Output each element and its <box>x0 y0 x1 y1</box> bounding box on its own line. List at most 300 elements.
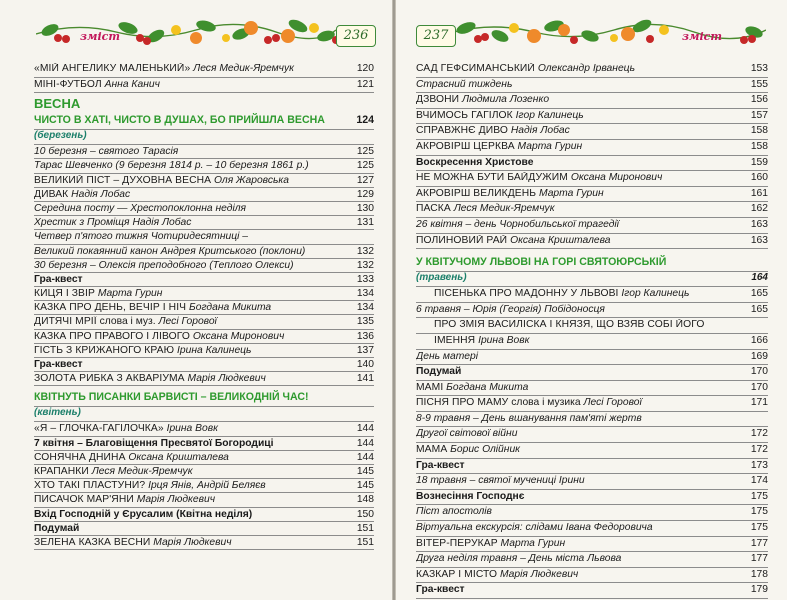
part-heading-text: КВІТНУТЬ ПИСАНКИ БАРВИСТІ – ВЕЛИКОДНІЙ ЧАС! <box>34 391 309 404</box>
entry-title: ЗОЛОТА РИБКА З АКВАРІУМА <box>34 373 185 385</box>
entry-text <box>34 274 355 286</box>
entry-title: ПІСЕНЬКА ПРО МАДОННУ У ЛЬВОВІ <box>434 288 619 300</box>
entry-text <box>416 94 749 106</box>
entry-text <box>416 397 749 409</box>
page-ref: 172 <box>750 444 768 456</box>
entry-text <box>34 189 355 201</box>
entry-author: Леся Медик-Яремчук <box>193 63 294 74</box>
toc-entry[interactable] <box>416 537 768 553</box>
page-ref: 170 <box>750 366 768 378</box>
entry-author: Марта Гурин <box>500 537 566 549</box>
entry-title: ДИВАК <box>34 188 69 200</box>
toc-entry[interactable] <box>416 93 768 109</box>
entry-author: Лесі Горової <box>583 397 642 409</box>
page-ref: 159 <box>750 156 768 168</box>
entry-title: ПАСКА <box>416 203 451 215</box>
toc-entry[interactable] <box>34 230 374 244</box>
entry-author: Олександр Ірванець <box>537 63 635 74</box>
page-ref: 151 <box>356 522 374 534</box>
entry-author: Богдана Микита <box>189 302 272 314</box>
page-ref: 161 <box>750 187 768 199</box>
toc-entry[interactable] <box>34 202 374 216</box>
toc-entry[interactable] <box>416 505 768 521</box>
entry-title: 10 березня – святого Тарасія <box>34 146 179 158</box>
page-ref: 178 <box>750 568 768 580</box>
toc-entry[interactable] <box>416 381 768 397</box>
entry-title: Великий покаянний канон Андрея Критського (поклони) <box>34 245 306 257</box>
entry-author: Ірина Вовк <box>166 423 218 435</box>
page-ref: 137 <box>356 344 374 356</box>
entry-title: ВЧИМОСЬ ГАГІЛОК <box>416 109 513 121</box>
entry-title: 6 травня – Юрія (Георгія) Побідоносця <box>416 303 605 315</box>
toc-entry[interactable] <box>416 78 768 94</box>
entry-text <box>34 217 355 229</box>
entry-author: Ігор Калинець <box>515 109 584 121</box>
toc-entry[interactable] <box>34 344 374 358</box>
month-label <box>34 130 374 145</box>
entry-title: ПОЛИНОВИЙ РАЙ <box>416 234 508 246</box>
toc-entry[interactable] <box>34 493 374 507</box>
entry-text <box>34 373 355 385</box>
page-ref: 134 <box>356 302 374 314</box>
toc-entry[interactable] <box>34 245 374 259</box>
entry-text <box>34 160 355 172</box>
entry-author: Оля Жаровська <box>214 174 289 186</box>
page-ref: 120 <box>356 63 374 74</box>
toc-entry[interactable] <box>416 427 768 443</box>
toc-entry[interactable] <box>34 188 374 202</box>
page-ref: 172 <box>750 428 768 440</box>
entry-author: Ігор Калинець <box>621 288 690 300</box>
toc-entry[interactable] <box>416 62 768 78</box>
toc-entry[interactable] <box>416 218 768 234</box>
entry-text <box>34 146 355 158</box>
entry-title: Віртуальна екскурсія: слідами Івана Федоровича <box>416 522 653 534</box>
toc-entry[interactable] <box>416 156 768 172</box>
entry-text <box>34 63 355 75</box>
entry-text <box>416 460 749 472</box>
entry-title: ПРО ЗМІЯ ВАСИЛІСКА І КНЯЗЯ, ЩО ВЗЯВ СОБІ ЙОГО <box>434 319 705 331</box>
entry-title: Тарас Шевченко (9 березня 1814 р. – 10 березня 1861 р.) <box>34 160 309 172</box>
entry-title: СПРАВЖНЄ ДИВО <box>416 125 508 137</box>
entry-author: Борис Олійник <box>450 444 521 456</box>
page-ref: 129 <box>356 188 374 200</box>
page-ref: 179 <box>750 584 768 596</box>
page-ref: 133 <box>356 273 374 285</box>
entry-text <box>416 79 749 91</box>
entry-text <box>416 553 749 565</box>
page-header <box>36 8 376 50</box>
page-ref: 164 <box>751 272 768 284</box>
entry-author: Ірина Калинець <box>177 344 252 356</box>
entry-text <box>416 538 749 550</box>
toc-entry[interactable] <box>416 350 768 366</box>
entry-author: Надія Лобас <box>71 188 131 200</box>
toc-entry[interactable] <box>416 318 768 334</box>
entry-text <box>34 316 355 328</box>
page-ref: 144 <box>356 451 374 463</box>
contents-label: зміст <box>80 30 120 43</box>
toc-entry[interactable] <box>34 536 374 550</box>
toc-entry[interactable] <box>34 273 374 287</box>
page-ref: 125 <box>356 160 374 172</box>
berry-ornament-icon <box>414 8 766 50</box>
toc-entry[interactable] <box>34 479 374 493</box>
entry-text <box>416 235 749 247</box>
entry-text <box>34 523 355 535</box>
page-ref: 130 <box>356 202 374 214</box>
entry-title: Четвер п'ятого тижня Чотиридесятниці – <box>34 231 248 243</box>
toc-entry[interactable] <box>34 216 374 230</box>
page-ref: 177 <box>750 537 768 549</box>
entry-author: Надія Лобас <box>510 125 570 137</box>
entry-author: Людмила Лозенко <box>462 94 550 106</box>
entry-text <box>416 157 749 169</box>
entry-title: АКРОВІРШ ВЕЛИКДЕНЬ <box>416 187 537 199</box>
toc-entry[interactable] <box>416 234 768 250</box>
entry-title: 30 березня – Олексія преподобного (Теплого Олекси) <box>34 259 294 271</box>
entry-title: «МІЙ АНГЕЛИКУ МАЛЕНЬКИЙ» <box>34 63 191 74</box>
entry-title: Гра-квест <box>416 584 465 596</box>
toc-entry[interactable] <box>416 303 768 319</box>
page-ref: 134 <box>356 288 374 300</box>
entry-title: КАЗКА ПРО ДЕНЬ, ВЕЧІР І НІЧ <box>34 302 187 314</box>
page-ref: 141 <box>356 373 374 385</box>
toc-entry[interactable] <box>34 522 374 536</box>
page-ref: 175 <box>750 490 768 502</box>
entry-author: Оксана Кришталева <box>128 451 229 463</box>
page-ref: 148 <box>356 494 374 506</box>
entry-text <box>34 480 355 492</box>
entry-title: Подумай <box>416 366 462 378</box>
entry-author: Ірина Вовк <box>478 334 530 346</box>
entry-text <box>34 509 355 521</box>
entry-text <box>416 110 749 122</box>
page-ref: 163 <box>750 234 768 246</box>
contents-label: зміст <box>682 30 722 43</box>
entry-title: ХТО ТАКІ ПЛАСТУНИ? <box>34 480 146 492</box>
toc-entry[interactable] <box>416 334 768 350</box>
entry-author: Марта Гурин <box>539 187 604 199</box>
entry-title: «Я – ГЛОЧКА-ГАГІЛОЧКА» <box>34 423 164 435</box>
month-label-text: (квітень) <box>34 407 81 419</box>
entry-extra: слова і муз. <box>99 316 156 328</box>
entry-title: Гра-квест <box>34 273 83 285</box>
entry-title: Подумай <box>34 522 80 534</box>
toc-entry[interactable] <box>34 259 374 273</box>
entry-text <box>416 444 749 456</box>
entry-author: Марія Людкевич <box>153 536 232 548</box>
page-ref: 175 <box>750 506 768 518</box>
entry-author: Марта Гурин <box>517 140 583 152</box>
entry-text <box>416 125 749 137</box>
entry-title: Середина посту — Хрестопоклонна неділя <box>34 202 247 214</box>
page-ref: 124 <box>356 114 374 127</box>
page-ref: 125 <box>356 146 374 158</box>
page-ref: 127 <box>356 174 374 186</box>
entry-title: КИЦЯ І ЗВІР <box>34 288 95 300</box>
entry-title: ПІСНЯ ПРО МАМУ <box>416 397 509 409</box>
entry-title: КАЗКА ПРО ПРАВОГО І ЛІВОГО <box>34 330 190 342</box>
toc-entry[interactable] <box>34 330 374 344</box>
toc-entry[interactable] <box>416 412 768 428</box>
entry-title: Піст апостолів <box>416 506 492 518</box>
page-ref: 163 <box>750 218 768 230</box>
entry-title: ДИТЯЧІ МРІЇ <box>34 316 97 328</box>
toc-entry[interactable] <box>416 109 768 125</box>
entry-text <box>434 319 766 331</box>
entry-text <box>416 63 749 75</box>
page-ref: 165 <box>750 288 768 300</box>
entry-title: Вознесіння Господнє <box>416 490 525 502</box>
entry-title: День матері <box>416 350 479 362</box>
page-ref: 157 <box>750 109 768 121</box>
entry-text <box>34 494 355 506</box>
entry-text <box>34 345 355 357</box>
page-ref: 131 <box>356 217 374 229</box>
entry-author: Богдана Микита <box>446 381 529 393</box>
entry-author: Леся Медик-Яремчук <box>91 465 193 477</box>
entry-text <box>34 231 372 243</box>
entry-title: 8-9 травня – День вшанування пам'яті жертв <box>416 412 642 424</box>
entry-text <box>434 335 749 347</box>
entry-text <box>34 79 355 91</box>
entry-title: Вхід Господній у Єрусалим (Квітна неділя) <box>34 508 253 520</box>
entry-title: КАЗКАР І МІСТО <box>416 568 498 580</box>
entry-author: Марта Гурин <box>97 288 163 300</box>
toc-entry[interactable] <box>34 78 374 94</box>
toc-entry[interactable] <box>34 358 374 372</box>
page-ref: 177 <box>750 553 768 565</box>
entry-text <box>34 260 355 272</box>
page-ref: 166 <box>750 334 768 346</box>
entry-author: Надія Лобас <box>132 217 192 229</box>
entry-text <box>416 141 749 153</box>
page-ref: 150 <box>356 508 374 520</box>
toc-entry[interactable] <box>34 159 374 173</box>
part-heading <box>34 113 374 130</box>
page-ref: 174 <box>750 475 768 487</box>
entry-title: САД ГЕФСИМАНСЬКИЙ <box>416 63 535 74</box>
toc-entry[interactable] <box>34 437 374 451</box>
part-heading <box>34 390 374 407</box>
page-ref: 160 <box>750 172 768 184</box>
entry-text <box>416 172 749 184</box>
entry-title: Воскресення Христове <box>416 156 534 168</box>
page-ref: 144 <box>356 437 374 449</box>
entry-author: Марія Людкевич <box>187 373 266 385</box>
toc-entry[interactable] <box>416 171 768 187</box>
page-ref: 170 <box>750 381 768 393</box>
berry-ornament-icon <box>36 8 376 50</box>
entry-text <box>416 491 749 503</box>
entry-text <box>416 506 749 518</box>
entry-text <box>416 569 749 581</box>
month-label <box>416 272 768 287</box>
entry-title: Гра-квест <box>416 459 465 471</box>
entry-text <box>416 188 749 200</box>
entry-title: ІМЕННЯ <box>434 334 476 346</box>
entry-text <box>34 331 355 343</box>
entry-title: НЕ МОЖНА БУТИ БАЙДУЖИМ <box>416 172 568 184</box>
page-number: 237 <box>416 25 456 47</box>
entry-text <box>416 584 749 596</box>
entry-text <box>34 452 355 464</box>
table-of-contents <box>34 62 374 550</box>
page-ref: 145 <box>356 465 374 477</box>
entry-title: ГІСТЬ З КРИЖАНОГО КРАЮ <box>34 344 175 356</box>
page-ref: 144 <box>356 423 374 435</box>
entry-title: МАМІ <box>416 381 444 393</box>
entry-text <box>416 428 749 440</box>
toc-entry[interactable] <box>416 396 768 412</box>
toc-entry[interactable] <box>34 62 374 78</box>
right-page <box>396 0 787 600</box>
entry-title: Хрестик з Проміщя <box>34 217 130 229</box>
entry-text <box>34 537 355 549</box>
toc-entry[interactable] <box>416 490 768 506</box>
entry-extra: слова і музика <box>511 397 581 409</box>
page-ref: 135 <box>356 316 374 328</box>
toc-entry[interactable] <box>416 140 768 156</box>
toc-entry[interactable] <box>416 287 768 303</box>
entry-author: Оксана Миронович <box>192 330 285 342</box>
part-heading-text: ЧИСТО В ХАТІ, ЧИСТО В ДУШАХ, БО ПРИЙШЛА ВЕСНА <box>34 114 325 127</box>
entry-text <box>416 413 766 425</box>
entry-title: ПИСАЧОК МАР'ЯНИ <box>34 494 134 506</box>
page-ref: 140 <box>356 359 374 370</box>
page-ref: 171 <box>750 397 768 409</box>
section-heading <box>34 96 374 113</box>
toc-entry[interactable] <box>34 174 374 188</box>
entry-text <box>434 288 749 300</box>
toc-entry[interactable] <box>416 568 768 584</box>
entry-author: Леся Медик-Яремчук <box>453 203 555 215</box>
page-ref: 132 <box>356 259 374 271</box>
page-ref: 153 <box>750 63 768 74</box>
page-ref: 145 <box>356 480 374 492</box>
entry-text <box>416 203 749 215</box>
page-ref: 132 <box>356 245 374 257</box>
entry-text <box>34 246 355 258</box>
toc-entry[interactable] <box>416 474 768 490</box>
entry-title: 18 травня – святої мучениці Ірини <box>416 475 585 487</box>
entry-title: Гра-квест <box>34 359 83 370</box>
page-ref: 173 <box>750 459 768 471</box>
entry-title: КРАПАНКИ <box>34 465 89 477</box>
page-ref: 136 <box>356 330 374 342</box>
entry-author: Оксана Кришталева <box>510 234 611 246</box>
table-of-contents <box>416 62 768 599</box>
entry-author: Ірця Янів, Андрій Беляєв <box>148 480 266 492</box>
page-ref: 121 <box>356 78 374 90</box>
entry-title: 7 квітня – Благовіщення Пресвятої Богородиці <box>34 437 274 449</box>
toc-entry[interactable] <box>34 315 374 329</box>
toc-entry[interactable] <box>416 552 768 568</box>
page-ref: 175 <box>750 522 768 534</box>
page-ref: 162 <box>750 203 768 215</box>
page-ref: 158 <box>750 125 768 137</box>
toc-entry[interactable] <box>416 443 768 459</box>
month-label <box>34 407 374 422</box>
month-label-text: (травень) <box>416 272 467 284</box>
toc-entry[interactable] <box>416 459 768 475</box>
part-heading-text: У КВІТУЧОМУ ЛЬВОВІ НА ГОРІ СВЯТОЮРСЬКІЙ <box>416 256 667 269</box>
entry-text <box>34 288 355 300</box>
entry-text <box>34 302 355 314</box>
entry-title: 26 квітня – день Чорнобильської трагедії <box>416 218 619 230</box>
toc-entry[interactable] <box>34 372 374 386</box>
toc-entry[interactable] <box>416 202 768 218</box>
toc-entry[interactable] <box>416 365 768 381</box>
entry-author: Марія Людкевич <box>499 568 579 580</box>
toc-entry[interactable] <box>416 187 768 203</box>
entry-text <box>34 466 355 478</box>
page-ref: 151 <box>356 536 374 548</box>
entry-title: СОНЯЧНА ДНИНА <box>34 451 126 463</box>
toc-entry[interactable] <box>34 508 374 522</box>
part-heading <box>416 255 768 272</box>
entry-text <box>416 522 749 534</box>
toc-entry[interactable] <box>34 301 374 315</box>
entry-title: ДЗВОНИ <box>416 94 460 106</box>
left-page <box>0 0 392 600</box>
entry-title: ВІТЕР-ПЕРУКАР <box>416 537 498 549</box>
entry-title: Друга неділя травня – День міста Львова <box>416 553 622 565</box>
entry-text <box>34 359 355 371</box>
entry-text <box>34 423 355 435</box>
page-ref: 169 <box>750 350 768 362</box>
entry-title: МІНІ-ФУТБОЛ <box>34 78 102 90</box>
entry-author: Оксана Миронович <box>570 172 663 184</box>
entry-text <box>416 219 749 231</box>
entry-title: АКРОВІРШ ЦЕРКВА <box>416 140 515 152</box>
toc-entry[interactable] <box>34 465 374 479</box>
entry-title: Страсний тиждень <box>416 78 513 90</box>
page-number: 236 <box>336 25 376 47</box>
toc-entry[interactable] <box>416 583 768 599</box>
entry-text <box>34 438 355 450</box>
page-ref: 155 <box>750 78 768 90</box>
entry-text <box>416 304 749 316</box>
entry-title: МАМА <box>416 444 448 456</box>
toc-entry[interactable] <box>416 124 768 140</box>
entry-title: ВЕЛИКИЙ ПІСТ – ДУХОВНА ВЕСНА <box>34 174 212 186</box>
entry-author: Лесі Горової <box>158 316 217 328</box>
page-ref: 158 <box>750 140 768 152</box>
page-ref: 156 <box>750 94 768 106</box>
toc-entry[interactable] <box>34 451 374 465</box>
entry-text <box>416 475 749 487</box>
entry-title: ЗЕЛЕНА КАЗКА ВЕСНИ <box>34 536 151 548</box>
page-ref: 165 <box>750 303 768 315</box>
entry-text <box>34 175 355 187</box>
section-heading-text: ВЕСНА <box>34 96 81 112</box>
entry-text <box>416 382 749 394</box>
entry-text <box>34 203 355 215</box>
toc-entry[interactable] <box>416 521 768 537</box>
entry-text <box>416 351 749 363</box>
month-label-text: (березень) <box>34 130 87 142</box>
page-header <box>414 8 766 50</box>
entry-text <box>416 366 749 378</box>
entry-author: Анна Канич <box>104 78 160 90</box>
toc-entry[interactable] <box>34 287 374 301</box>
entry-author: Марія Людкевич <box>136 494 216 506</box>
entry-title: Другої світової війни <box>416 428 518 440</box>
toc-entry[interactable] <box>34 422 374 436</box>
toc-entry[interactable] <box>34 145 374 159</box>
